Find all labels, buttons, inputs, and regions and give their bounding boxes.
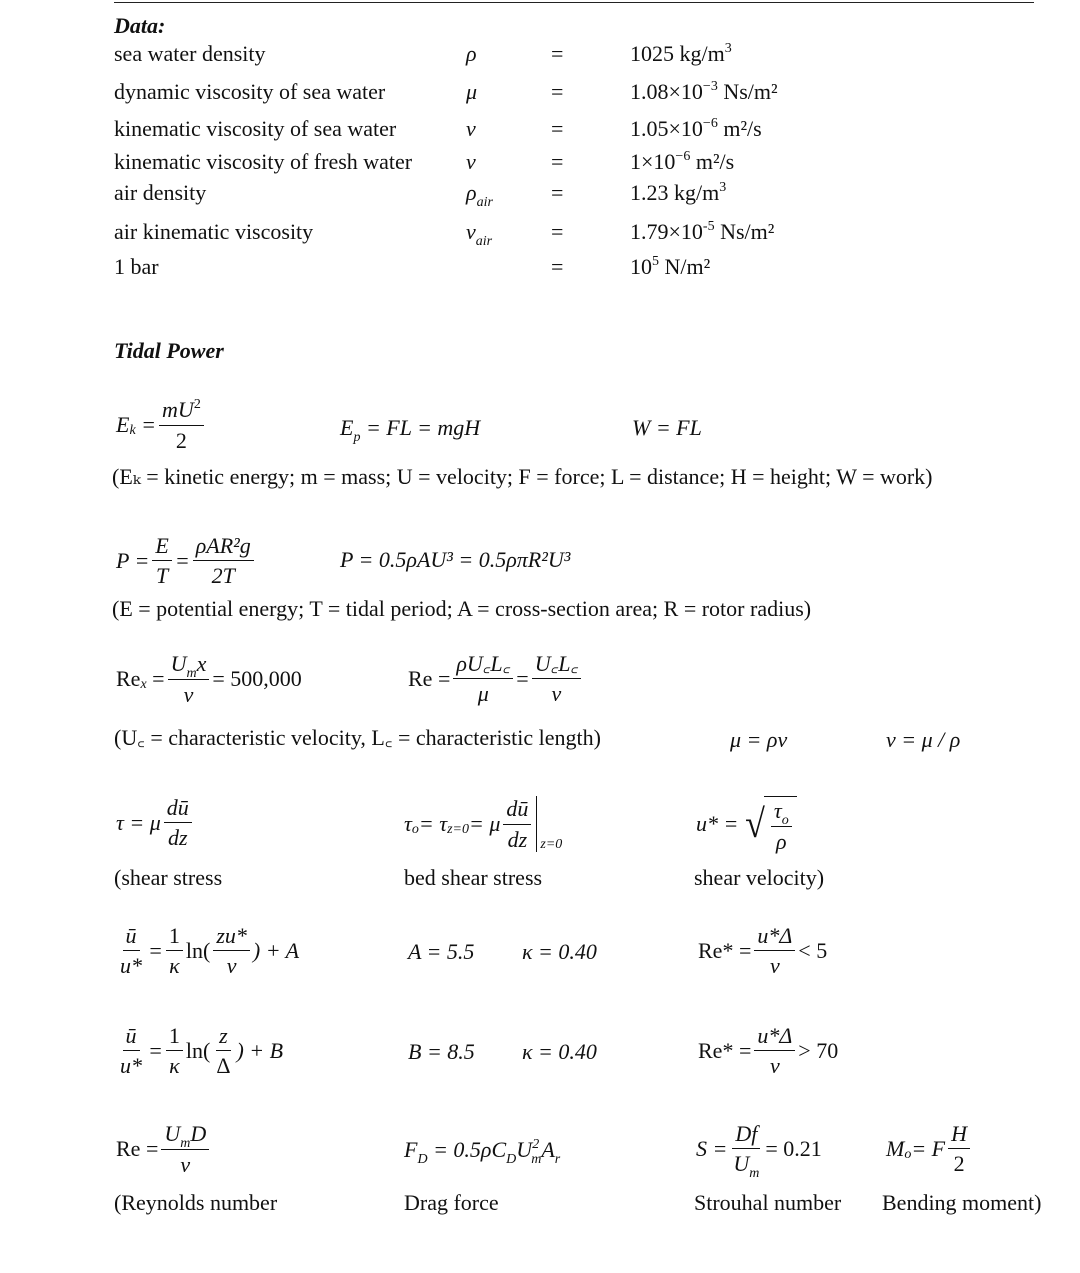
data-equals: = (551, 116, 564, 141)
roughness-reynolds-smooth: Re* = $\frac{u*\Delta}{\nu}$ < 5 (698, 923, 828, 979)
strouhal-equation: S = $\frac{Df}{U_m}$ = 0.21 (696, 1121, 822, 1182)
data-equals: = (551, 79, 564, 104)
data-value: $1.08\times 10^{-3}$ Ns/m² (630, 79, 778, 104)
legend-energy: (Eₖ = kinetic energy; m = mass; U = velocity; F = force; L = distance; H = height; W = work) (112, 464, 933, 489)
data-value: $1.79\times 10^{-5}$ Ns/m² (630, 219, 775, 244)
bed-shear-stress-equation: τ o = τ z=0 = μ $\frac{dū}{dz}$ z=0 (404, 796, 563, 852)
bending-moment-equation: M o = F $\frac{H}{2}$ (886, 1122, 973, 1175)
power-equation-1: P = $\frac{E}{T}$ = $\frac{\text{ρAR²g}}{2T}$ (116, 534, 257, 587)
shear-velocity-equation: u* = √ $\frac{\tau_o}{\rho}$ (696, 796, 797, 853)
shear-stress-equation: τ = μ $\frac{dū}{dz}$ (116, 796, 195, 849)
tidal-heading: Tidal Power (114, 338, 224, 363)
kappa-1: κ = 0.40 (522, 939, 597, 964)
data-symbol: ν (466, 116, 476, 141)
kinetic-energy-equation: E k = $\frac{mU^2}{2}$ (116, 398, 207, 452)
data-value: $1.05\times 10^{-6}$ m²/s (630, 116, 762, 141)
data-label: kinematic viscosity of sea water (114, 116, 397, 141)
reynolds-number-equation: Re = $\frac{U_mD}{\nu}$ (116, 1122, 212, 1176)
label-shear-velocity: shear velocity) (694, 865, 825, 890)
data-value: $1\times 10^{-6}$ m²/s (630, 149, 735, 174)
data-equals: = (551, 41, 564, 66)
label-moment: Bending moment) (882, 1190, 1042, 1215)
legend-characteristic: (U꜀ = characteristic velocity, L꜀ = characteristic length) (114, 725, 601, 750)
data-equals: = (551, 254, 564, 279)
data-equals: = (551, 219, 564, 244)
data-label: dynamic viscosity of sea water (114, 79, 386, 104)
data-value: 1025 $kg/m^3$ (630, 41, 732, 66)
data-equals: = (551, 149, 564, 174)
data-symbol: ν (466, 149, 476, 174)
reynolds-equation: Re = $\frac{\rho U꜀L꜀}{\mu}$ = $\frac{U꜀L꜀}{\nu}$ (408, 652, 584, 705)
label-shear-stress: (shear stress (114, 865, 223, 890)
constant-b: B = 8.5 (408, 1039, 475, 1064)
mu-relation: μ = ρν (730, 727, 788, 752)
log-law-rough: $\frac{ū}{u*}$ = $\frac{1}{\kappa}$ ln( $\frac{z}{\Delta}$ ) + B (120, 1023, 284, 1079)
work-equation: W = FL (632, 415, 702, 440)
legend-power: (E = potential energy; T = tidal period; A = cross-section area; R = rotor radius) (112, 596, 812, 621)
reynolds-x-equation: Re x = $\frac{U_mx}{\nu}$ = 500,000 (116, 651, 302, 707)
label-strouhal: Strouhal number (694, 1190, 842, 1215)
label-reynolds: (Reynolds number (114, 1190, 278, 1215)
data-label: kinematic viscosity of fresh water (114, 149, 413, 174)
data-symbol: μ (466, 79, 478, 104)
data-label: 1 bar (114, 254, 159, 279)
label-drag: Drag force (404, 1190, 499, 1215)
power-equation-2: P = 0.5ρAU³ = 0.5ρπR²U³ (340, 547, 571, 572)
data-symbol: ρ (466, 41, 477, 66)
data-value: 1.23 $kg/m^3$ (630, 180, 727, 205)
data-heading: Data: (114, 13, 166, 38)
constant-a: A = 5.5 (408, 939, 475, 964)
drag-force-equation: $F_D = 0.5\rho C_DU^2_mA_r$ (404, 1137, 561, 1167)
data-equals: = (551, 180, 564, 205)
data-value: $10^5$ N/m² (630, 254, 711, 279)
nu-relation: ν = μ / ρ (886, 727, 961, 752)
kappa-2: κ = 0.40 (522, 1039, 597, 1064)
roughness-reynolds-rough: Re* = $\frac{u*\Delta}{\nu}$ > 70 (698, 1023, 839, 1079)
top-rule (114, 2, 1034, 3)
data-label: air kinematic viscosity (114, 219, 314, 244)
data-symbol: $\rho_{air}$ (466, 180, 493, 210)
data-label: air density (114, 180, 207, 205)
potential-energy-equation: $E_p$ = FL = mgH (340, 415, 481, 445)
data-symbol: $\nu_{air}$ (466, 219, 493, 249)
log-law-smooth: $\frac{ū}{u*}$ = $\frac{1}{\kappa}$ ln( $\frac{zu*}{\nu}$ ) + A (120, 923, 300, 979)
label-bed-shear-stress: bed shear stress (404, 865, 543, 890)
data-label: sea water density (114, 41, 266, 66)
